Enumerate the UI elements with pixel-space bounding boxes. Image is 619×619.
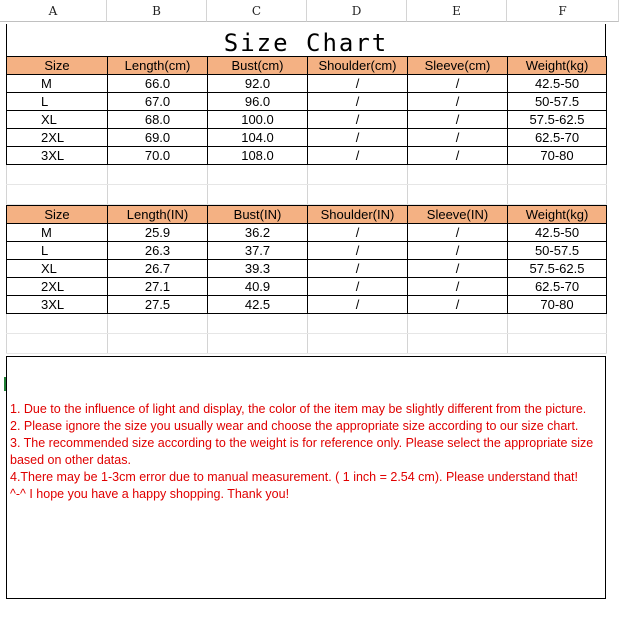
- column-header-a[interactable]: A: [0, 0, 107, 22]
- column-header-d[interactable]: D: [307, 0, 407, 22]
- table-cell[interactable]: /: [308, 111, 408, 129]
- table-cell[interactable]: 50-57.5: [508, 242, 607, 260]
- table-cell[interactable]: 26.7: [108, 260, 208, 278]
- notes-box: [6, 356, 606, 599]
- table-cell[interactable]: /: [308, 296, 408, 314]
- blank-cell[interactable]: [108, 165, 208, 185]
- table-cell[interactable]: 42.5-50: [508, 224, 607, 242]
- column-header-cell[interactable]: Sleeve(cm): [408, 57, 508, 75]
- table-cell[interactable]: L: [7, 242, 108, 260]
- table-row: [7, 129, 607, 147]
- table-cell[interactable]: 37.7: [208, 242, 308, 260]
- table-cell[interactable]: 26.3: [108, 242, 208, 260]
- table-cell[interactable]: 36.2: [208, 224, 308, 242]
- cm-size-table: [6, 56, 607, 165]
- table-cell[interactable]: /: [308, 224, 408, 242]
- table-cell[interactable]: XL: [7, 260, 108, 278]
- blank-cell[interactable]: [508, 314, 607, 334]
- table-cell[interactable]: 57.5-62.5: [508, 260, 607, 278]
- blank-cell[interactable]: [408, 185, 508, 205]
- table-cell[interactable]: 42.5-50: [508, 75, 607, 93]
- table-cell[interactable]: XL: [7, 111, 108, 129]
- table-cell[interactable]: /: [308, 260, 408, 278]
- table-cell[interactable]: 2XL: [7, 129, 108, 147]
- table-cell[interactable]: 108.0: [208, 147, 308, 165]
- column-header-c[interactable]: C: [207, 0, 307, 22]
- table-cell[interactable]: 96.0: [208, 93, 308, 111]
- notes-text: [10, 401, 602, 503]
- table-cell[interactable]: /: [308, 278, 408, 296]
- table-cell[interactable]: /: [408, 260, 508, 278]
- blank-cell[interactable]: [108, 185, 208, 205]
- blank-cell[interactable]: [208, 334, 308, 354]
- table-header-row: [7, 57, 607, 75]
- blank-cell[interactable]: [408, 165, 508, 185]
- table-cell[interactable]: L: [7, 93, 108, 111]
- blank-rows: [6, 165, 607, 205]
- table-cell[interactable]: 3XL: [7, 296, 108, 314]
- column-header-f[interactable]: F: [507, 0, 619, 22]
- table-cell[interactable]: 40.9: [208, 278, 308, 296]
- blank-rows: [6, 314, 607, 354]
- table-cell[interactable]: /: [408, 242, 508, 260]
- table-cell[interactable]: /: [408, 129, 508, 147]
- table-cell[interactable]: /: [408, 75, 508, 93]
- table-cell[interactable]: /: [308, 75, 408, 93]
- table-cell[interactable]: 92.0: [208, 75, 308, 93]
- blank-cell[interactable]: [308, 185, 408, 205]
- table-cell[interactable]: /: [408, 93, 508, 111]
- note-line: 2. Please ignore the size you usually wear and choose the appropriate size according to our size chart.: [10, 419, 579, 433]
- column-header-cell[interactable]: Size: [7, 206, 108, 224]
- table-cell[interactable]: 42.5: [208, 296, 308, 314]
- table-cell[interactable]: 27.1: [108, 278, 208, 296]
- table-row: [7, 260, 607, 278]
- table-cell[interactable]: 57.5-62.5: [508, 111, 607, 129]
- note-line: 4.There may be 1-3cm error due to manual measurement. ( 1 inch = 2.54 cm). Please understand that!: [10, 470, 578, 484]
- blank-cell[interactable]: [7, 334, 108, 354]
- table-cell[interactable]: 69.0: [108, 129, 208, 147]
- table-cell[interactable]: /: [408, 224, 508, 242]
- size-chart-sheet: [6, 24, 606, 354]
- table-cell[interactable]: M: [7, 75, 108, 93]
- column-header-cell[interactable]: Size: [7, 57, 108, 75]
- column-header-b[interactable]: B: [107, 0, 207, 22]
- blank-cell[interactable]: [408, 314, 508, 334]
- table-cell[interactable]: /: [408, 278, 508, 296]
- blank-cell[interactable]: [108, 334, 208, 354]
- table-cell[interactable]: 104.0: [208, 129, 308, 147]
- note-line: ^-^ I hope you have a happy shopping. Thank you!: [10, 487, 290, 501]
- table-row: [7, 296, 607, 314]
- column-header-cell[interactable]: Sleeve(IN): [408, 206, 508, 224]
- table-cell[interactable]: 70-80: [508, 296, 607, 314]
- table-cell[interactable]: 70-80: [508, 147, 607, 165]
- table-cell[interactable]: 100.0: [208, 111, 308, 129]
- blank-cell[interactable]: [7, 185, 108, 205]
- column-header-cell[interactable]: Bust(cm): [208, 57, 308, 75]
- table-row: [7, 111, 607, 129]
- table-cell[interactable]: 66.0: [108, 75, 208, 93]
- table-cell[interactable]: /: [308, 242, 408, 260]
- table-cell[interactable]: 50-57.5: [508, 93, 607, 111]
- column-header-bar: [0, 0, 619, 22]
- table-row: [7, 278, 607, 296]
- inch-size-table: [6, 205, 607, 314]
- table-row: [7, 75, 607, 93]
- table-cell[interactable]: /: [308, 129, 408, 147]
- blank-cell[interactable]: [408, 334, 508, 354]
- blank-cell[interactable]: [108, 314, 208, 334]
- blank-cell[interactable]: [7, 314, 108, 334]
- column-header-cell[interactable]: Weight(kg): [508, 57, 607, 75]
- page-title: Size Chart: [6, 24, 606, 56]
- table-cell[interactable]: /: [308, 147, 408, 165]
- table-cell[interactable]: 62.5-70: [508, 278, 607, 296]
- table-cell[interactable]: 67.0: [108, 93, 208, 111]
- table-cell[interactable]: 39.3: [208, 260, 308, 278]
- blank-cell[interactable]: [208, 165, 308, 185]
- column-header-cell[interactable]: Shoulder(cm): [308, 57, 408, 75]
- column-header-cell[interactable]: Weight(kg): [508, 206, 607, 224]
- blank-cell[interactable]: [7, 165, 108, 185]
- column-header-e[interactable]: E: [407, 0, 507, 22]
- note-line: 1. Due to the influence of light and display, the color of the item may be slightly different from the picture.: [10, 402, 587, 416]
- table-cell[interactable]: 25.9: [108, 224, 208, 242]
- table-cell[interactable]: 70.0: [108, 147, 208, 165]
- table-row: [7, 147, 607, 165]
- column-header-cell[interactable]: Length(cm): [108, 57, 208, 75]
- blank-cell[interactable]: [508, 185, 607, 205]
- table-cell[interactable]: 62.5-70: [508, 129, 607, 147]
- table-cell[interactable]: /: [408, 296, 508, 314]
- table-cell[interactable]: 68.0: [108, 111, 208, 129]
- blank-cell[interactable]: [308, 314, 408, 334]
- blank-cell[interactable]: [208, 314, 308, 334]
- table-cell[interactable]: 3XL: [7, 147, 108, 165]
- column-header-cell[interactable]: Shoulder(IN): [308, 206, 408, 224]
- table-cell[interactable]: 2XL: [7, 278, 108, 296]
- table-row: [7, 224, 607, 242]
- table-cell[interactable]: 27.5: [108, 296, 208, 314]
- column-header-cell[interactable]: Bust(IN): [208, 206, 308, 224]
- blank-cell[interactable]: [308, 165, 408, 185]
- table-cell[interactable]: /: [308, 93, 408, 111]
- table-row: [7, 93, 607, 111]
- column-header-cell[interactable]: Length(IN): [108, 206, 208, 224]
- blank-cell[interactable]: [208, 185, 308, 205]
- table-header-row: [7, 206, 607, 224]
- table-cell[interactable]: M: [7, 224, 108, 242]
- table-cell[interactable]: /: [408, 147, 508, 165]
- table-row: [7, 242, 607, 260]
- note-line: 3. The recommended size according to the weight is for reference only. Please select the appropriate size based on other datas.: [10, 436, 594, 467]
- blank-cell[interactable]: [508, 334, 607, 354]
- blank-cell[interactable]: [308, 334, 408, 354]
- table-cell[interactable]: /: [408, 111, 508, 129]
- blank-cell[interactable]: [508, 165, 607, 185]
